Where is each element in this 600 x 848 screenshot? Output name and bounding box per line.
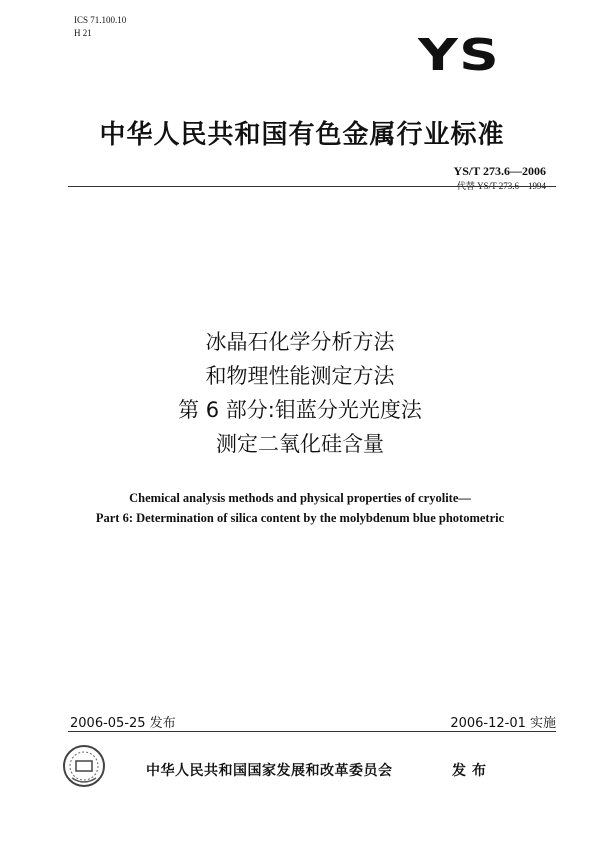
- title-zh-line-1: 冰晶石化学分析方法: [205, 330, 395, 354]
- publish-label: 发布: [452, 763, 492, 779]
- classification-block: [74, 14, 126, 40]
- standard-number: YS/T 273.6—2006: [453, 164, 546, 178]
- title-zh-line-3: 第 6 部分:钼蓝分光光度法: [178, 398, 422, 422]
- main-title-zh: [0, 325, 600, 461]
- ys-logo: YS: [418, 30, 500, 81]
- issue-date: 2006-05-25 发布: [70, 716, 176, 731]
- standard-number-block: [454, 164, 546, 192]
- implement-date: 2006-12-01 实施: [450, 716, 556, 731]
- title-zh-line-2: 和物理性能测定方法: [205, 364, 395, 388]
- footer-rule: [68, 731, 556, 732]
- main-title-en: [40, 488, 560, 528]
- issuer-name: 中华人民共和国国家发展和改革委员会: [146, 763, 393, 779]
- title-zh-line-4: 测定二氧化硅含量: [216, 432, 384, 456]
- ccs-code: H 21: [74, 28, 92, 38]
- standard-type-title: 中华人民共和国有色金属行业标准: [99, 120, 505, 150]
- title-en-line-2: Part 6: Determination of silica content by the molybdenum blue photometric: [95, 511, 505, 525]
- replaces-note: 代替 YS/T 273.6—1994: [456, 181, 546, 191]
- issuer-seal-icon: [62, 744, 106, 788]
- title-en-line-1: Chemical analysis methods and physical properties of cryolite—: [129, 491, 471, 505]
- header-rule: [68, 186, 556, 187]
- ics-code: ICS 71.100.10: [74, 15, 127, 25]
